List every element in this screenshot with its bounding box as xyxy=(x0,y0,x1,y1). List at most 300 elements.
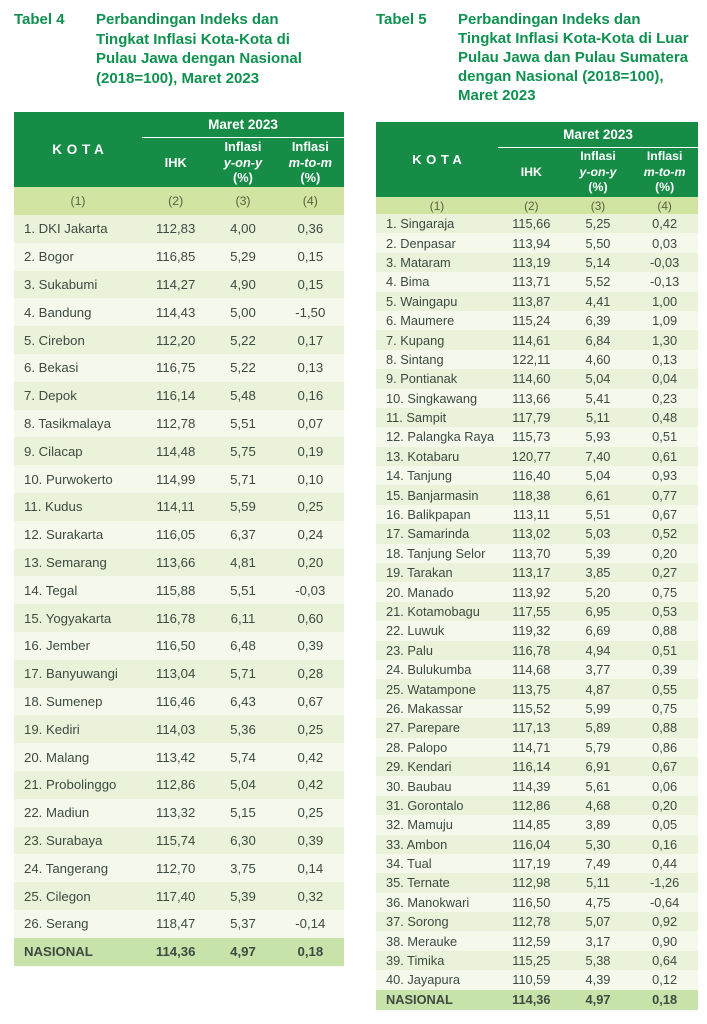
value-cell: 116,50 xyxy=(155,638,196,654)
city-cell: 3. Mataram xyxy=(386,254,451,270)
value-cell: 116,05 xyxy=(155,527,196,543)
value-cell: 6,11 xyxy=(230,610,256,626)
value-cell: 116,40 xyxy=(512,468,551,484)
table-row xyxy=(14,771,344,799)
city-cell: 28. Palopo xyxy=(386,739,448,755)
value-cell: 5,75 xyxy=(230,443,256,459)
value-cell: 0,51 xyxy=(652,642,678,658)
city-cell: 12. Palangka Raya xyxy=(386,429,495,445)
value-cell: 0,25 xyxy=(297,805,324,821)
table-row xyxy=(14,493,344,521)
value-cell: 113,66 xyxy=(155,554,196,570)
value-cell: 112,78 xyxy=(512,914,551,930)
col-number: (3) xyxy=(235,194,251,208)
city-cell: 23. Surabaya xyxy=(24,832,103,848)
yoy-label: y-on-y xyxy=(223,154,263,170)
value-cell: 7,40 xyxy=(585,448,611,464)
table-row xyxy=(14,827,344,855)
city-cell: 19. Kediri xyxy=(24,721,80,737)
value-cell: -0,13 xyxy=(650,274,680,290)
table-row xyxy=(14,688,344,716)
table-row xyxy=(14,660,344,688)
city-cell: 9. Cilacap xyxy=(24,443,83,459)
value-cell: 115,74 xyxy=(155,832,196,848)
value-cell: 5,04 xyxy=(585,371,611,387)
value-cell: 5,74 xyxy=(230,749,256,765)
value-cell: 5,93 xyxy=(585,429,611,445)
value-cell: 0,07 xyxy=(297,415,324,431)
value-cell: 112,20 xyxy=(155,332,196,348)
value-cell: 6,69 xyxy=(585,623,611,639)
value-cell: 0,18 xyxy=(297,944,324,960)
city-cell: 5. Waingapu xyxy=(386,293,458,309)
value-cell: 114,43 xyxy=(155,304,196,320)
value-cell: 7,49 xyxy=(585,856,611,872)
table-row xyxy=(376,350,698,369)
value-cell: 117,40 xyxy=(155,888,196,904)
tabel-4-header xyxy=(14,112,344,187)
value-cell: 1,00 xyxy=(652,293,678,309)
city-cell: 22. Madiun xyxy=(24,805,90,821)
value-cell: 5,51 xyxy=(230,415,256,431)
title-line: Perbandingan Indeks dan xyxy=(96,11,279,28)
tabel-5-tag: Tabel 5 xyxy=(376,11,427,28)
value-cell: 115,52 xyxy=(512,700,551,716)
value-cell: 113,94 xyxy=(512,235,551,251)
value-cell: 0,39 xyxy=(652,662,678,678)
value-cell: 3,77 xyxy=(585,662,611,678)
value-cell: 6,91 xyxy=(585,759,611,775)
value-cell: 5,41 xyxy=(585,390,611,406)
value-cell: 113,17 xyxy=(512,565,551,581)
mtm-label: m-to-m xyxy=(643,164,686,179)
value-cell: 5,04 xyxy=(585,468,611,484)
value-cell: 0,05 xyxy=(652,817,678,833)
table-row xyxy=(14,465,344,493)
value-cell: 5,03 xyxy=(585,526,611,542)
table-row xyxy=(376,602,698,621)
value-cell: -0,14 xyxy=(295,916,326,932)
col-number: (1) xyxy=(429,198,445,213)
tabel-5-header xyxy=(376,122,698,197)
value-cell: 112,86 xyxy=(155,777,196,793)
table-row xyxy=(376,951,698,970)
value-cell: 5,51 xyxy=(585,507,611,523)
city-cell: 12. Surakarta xyxy=(24,527,104,543)
table-row xyxy=(14,298,344,326)
value-cell: 0,93 xyxy=(652,468,678,484)
table-row xyxy=(376,466,698,485)
value-cell: 0,75 xyxy=(652,584,678,600)
city-cell: 35. Ternate xyxy=(386,875,450,891)
title-line: Pulau Jawa dengan Nasional xyxy=(96,50,302,67)
value-cell: 112,78 xyxy=(155,415,196,431)
value-cell: 114,11 xyxy=(156,499,195,515)
value-cell: 113,19 xyxy=(512,254,551,270)
table-row xyxy=(14,437,344,465)
city-cell: 10. Singkawang xyxy=(386,390,478,406)
table-row xyxy=(376,854,698,873)
value-cell: 0,20 xyxy=(297,554,324,570)
value-cell: 116,14 xyxy=(512,759,551,775)
table-row xyxy=(376,544,698,563)
city-cell: 26. Serang xyxy=(24,916,89,932)
value-cell: 0,86 xyxy=(652,739,678,755)
table-row xyxy=(376,524,698,543)
table-row xyxy=(376,757,698,776)
table-row xyxy=(376,272,698,291)
tabel-4-column-numbers xyxy=(14,187,344,215)
city-cell: 18. Tanjung Selor xyxy=(386,545,486,561)
col-number: (3) xyxy=(590,198,606,213)
inflasi-label: Inflasi xyxy=(291,138,329,154)
value-cell: 114,36 xyxy=(155,944,196,960)
city-cell: 34. Tual xyxy=(386,856,432,872)
city-cell: 16. Jember xyxy=(24,638,90,654)
value-cell: 0,67 xyxy=(652,507,678,523)
nasional-row xyxy=(14,938,344,966)
table-row xyxy=(14,576,344,604)
value-cell: 114,27 xyxy=(155,276,196,292)
value-cell: 112,70 xyxy=(155,860,196,876)
nasional-label: NASIONAL xyxy=(386,992,453,1008)
city-cell: 24. Tangerang xyxy=(24,860,109,876)
value-cell: 119,32 xyxy=(512,623,551,639)
title-line: Perbandingan Indeks dan xyxy=(458,11,641,28)
mtm-column-header xyxy=(277,138,344,187)
city-cell: 36. Manokwari xyxy=(386,894,470,910)
ihk-column-header xyxy=(142,138,209,187)
tabel-4-title xyxy=(96,10,344,88)
value-cell: 112,86 xyxy=(512,797,551,813)
city-cell: 22. Luwuk xyxy=(386,623,445,639)
city-cell: 19. Tarakan xyxy=(386,565,453,581)
value-cell: 0,75 xyxy=(652,700,678,716)
city-cell: 17. Banyuwangi xyxy=(24,666,118,682)
value-cell: 1,09 xyxy=(652,313,678,329)
city-cell: 2. Bogor xyxy=(24,249,74,265)
city-cell: 9. Pontianak xyxy=(386,371,458,387)
value-cell: 112,98 xyxy=(512,875,551,891)
value-cell: 6,48 xyxy=(230,638,256,654)
value-cell: 115,66 xyxy=(512,216,551,232)
table-row xyxy=(376,641,698,660)
value-cell: 5,71 xyxy=(230,666,256,682)
city-cell: 37. Sorong xyxy=(386,914,449,930)
title-line: Pulau Jawa dan Pulau Sumatera xyxy=(458,49,689,66)
period-label: Maret 2023 xyxy=(208,117,278,132)
city-cell: 20. Malang xyxy=(24,749,90,765)
value-cell: 5,14 xyxy=(585,254,611,270)
value-cell: 0,61 xyxy=(652,448,678,464)
city-cell: 4. Bandung xyxy=(24,304,92,320)
city-cell: 31. Gorontalo xyxy=(386,797,464,813)
table-row xyxy=(376,621,698,640)
nasional-label: NASIONAL xyxy=(24,944,93,960)
city-cell: 8. Sintang xyxy=(386,351,444,367)
value-cell: 5,15 xyxy=(230,805,256,821)
city-cell: 21. Kotamobagu xyxy=(386,604,480,619)
value-cell: 116,46 xyxy=(155,693,196,709)
value-cell: 0,16 xyxy=(652,836,678,852)
city-cell: 17. Samarinda xyxy=(386,526,470,542)
tabel-4-section xyxy=(14,10,344,1010)
value-cell: 4,75 xyxy=(585,894,611,910)
city-cell: 1. Singaraja xyxy=(386,216,455,232)
value-cell: 113,04 xyxy=(155,666,196,682)
city-cell: 14. Tanjung xyxy=(386,468,452,484)
value-cell: 5,11 xyxy=(586,875,610,891)
tabel-4-table xyxy=(14,112,344,966)
city-cell: 25. Watampone xyxy=(386,681,476,697)
table-row xyxy=(14,743,344,771)
value-cell: 114,71 xyxy=(512,739,551,755)
value-cell: 122,11 xyxy=(512,351,551,367)
value-cell: 3,85 xyxy=(585,565,611,581)
city-cell: 38. Merauke xyxy=(386,933,458,949)
table-row xyxy=(376,505,698,524)
city-cell: 15. Banjarmasin xyxy=(386,487,479,503)
period-header-group xyxy=(498,122,698,197)
value-cell: 5,20 xyxy=(585,584,611,600)
table-row xyxy=(14,354,344,382)
table-row xyxy=(376,253,698,272)
percent-label: (%) xyxy=(233,170,253,186)
value-cell: 0,36 xyxy=(297,221,324,237)
city-cell: 7. Depok xyxy=(24,388,77,404)
value-column-headers xyxy=(498,148,698,197)
period-label: Maret 2023 xyxy=(563,127,633,142)
city-cell: 14. Tegal xyxy=(24,582,78,598)
value-cell: 115,25 xyxy=(512,953,551,969)
table-row xyxy=(376,835,698,854)
value-cell: 6,61 xyxy=(585,487,611,503)
value-cell: 114,99 xyxy=(155,471,196,487)
value-cell: 5,48 xyxy=(230,388,256,404)
value-cell: 4,97 xyxy=(585,992,611,1008)
table-row xyxy=(376,233,698,252)
ihk-column-header xyxy=(498,148,565,197)
value-cell: 0,51 xyxy=(652,429,678,445)
city-cell: 21. Probolinggo xyxy=(24,777,117,793)
table-row xyxy=(376,447,698,466)
value-cell: 0,88 xyxy=(652,623,678,639)
inflasi-label: Inflasi xyxy=(646,149,683,164)
value-cell: 0,16 xyxy=(297,388,324,404)
value-cell: 117,55 xyxy=(512,604,551,619)
table-row xyxy=(376,776,698,795)
value-cell: 112,83 xyxy=(155,221,196,237)
value-cell: 116,85 xyxy=(155,249,196,265)
city-cell: 39. Timika xyxy=(386,953,445,969)
value-cell: 5,38 xyxy=(585,953,611,969)
table-row xyxy=(376,718,698,737)
tabel-4-titlebar xyxy=(14,10,344,88)
tabel-5-title xyxy=(458,10,698,105)
value-cell: 5,99 xyxy=(585,700,611,716)
table-row xyxy=(376,330,698,349)
table-row xyxy=(14,632,344,660)
table-row xyxy=(376,873,698,892)
table-row xyxy=(14,521,344,549)
value-cell: 4,94 xyxy=(585,642,611,658)
value-cell: 0,64 xyxy=(652,953,678,969)
table-row xyxy=(376,369,698,388)
table-row xyxy=(376,582,698,601)
value-cell: 0,12 xyxy=(652,972,678,988)
city-cell: 13. Semarang xyxy=(24,554,107,570)
value-cell: 114,36 xyxy=(512,992,551,1008)
value-cell: 4,90 xyxy=(230,276,256,292)
table-row xyxy=(14,410,344,438)
table-row xyxy=(376,970,698,989)
title-line: Tingkat Inflasi Kota-Kota di xyxy=(96,30,290,48)
table-row xyxy=(376,408,698,427)
value-cell: 110,59 xyxy=(512,972,551,988)
value-cell: 118,47 xyxy=(155,916,196,932)
col-number: (4) xyxy=(657,198,672,213)
table-row xyxy=(14,854,344,882)
ihk-label: IHK xyxy=(164,154,187,170)
col-number: (1) xyxy=(70,194,86,208)
value-cell: 5,39 xyxy=(230,888,256,904)
city-cell: 8. Tasikmalaya xyxy=(24,415,111,431)
title-line: (2018=100), Maret 2023 xyxy=(96,69,260,87)
table-row xyxy=(376,815,698,834)
value-cell: 117,79 xyxy=(512,410,551,426)
city-cell: 2. Denpasar xyxy=(386,235,456,251)
col-number: (2) xyxy=(524,198,539,213)
table-row xyxy=(14,799,344,827)
table-row xyxy=(376,311,698,330)
value-cell: 4,97 xyxy=(230,944,256,960)
city-cell: 6. Bekasi xyxy=(24,360,79,376)
value-cell: 0,32 xyxy=(297,888,324,904)
percent-label: (%) xyxy=(588,180,608,195)
table-row xyxy=(376,796,698,815)
value-cell: 0,18 xyxy=(652,992,678,1008)
value-cell: 5,51 xyxy=(230,582,256,598)
value-cell: 5,89 xyxy=(585,720,611,736)
value-cell: 0,27 xyxy=(652,565,678,581)
percent-label: (%) xyxy=(300,170,321,186)
value-cell: 0,04 xyxy=(652,371,678,387)
city-cell: 29. Kendari xyxy=(386,759,452,775)
value-cell: 0,15 xyxy=(297,249,324,265)
city-cell: 13. Kotabaru xyxy=(386,448,460,464)
value-cell: 112,59 xyxy=(512,933,551,949)
value-cell: 0,67 xyxy=(652,759,678,775)
city-cell: 6. Maumere xyxy=(386,313,455,329)
table-row xyxy=(14,271,344,299)
value-cell: 0,42 xyxy=(652,216,678,232)
value-cell: 5,59 xyxy=(230,499,256,515)
value-cell: 0,17 xyxy=(297,332,324,348)
yoy-label: y-on-y xyxy=(579,164,617,179)
value-cell: 114,39 xyxy=(512,778,551,794)
table-row xyxy=(376,679,698,698)
table-row xyxy=(376,292,698,311)
value-cell: 115,73 xyxy=(512,429,551,445)
table-row xyxy=(14,243,344,271)
city-cell: 20. Manado xyxy=(386,584,454,600)
value-cell: 6,37 xyxy=(230,527,256,543)
city-cell: 1. DKI Jakarta xyxy=(24,221,108,237)
ihk-label: IHK xyxy=(520,164,542,179)
value-cell: 117,19 xyxy=(512,856,551,872)
value-cell: 0,06 xyxy=(652,778,678,794)
city-cell: 26. Makassar xyxy=(386,700,463,716)
tabel-4-tag: Tabel 4 xyxy=(14,11,65,28)
value-cell: 1,30 xyxy=(652,332,678,348)
value-cell: 118,38 xyxy=(512,487,551,503)
table-row xyxy=(376,660,698,679)
value-cell: 0,42 xyxy=(297,777,324,793)
value-cell: 0,52 xyxy=(652,526,678,542)
value-cell: 5,37 xyxy=(230,916,256,932)
value-cell: 5,22 xyxy=(230,332,256,348)
table-row xyxy=(14,715,344,743)
value-cell: 4,60 xyxy=(585,351,611,367)
value-cell: 4,39 xyxy=(585,972,611,988)
value-cell: 0,24 xyxy=(297,527,324,543)
value-cell: 114,61 xyxy=(512,332,551,348)
value-cell: 116,50 xyxy=(512,894,551,910)
table-row xyxy=(376,699,698,718)
value-cell: 0,20 xyxy=(652,797,678,813)
value-cell: 115,88 xyxy=(155,582,196,598)
value-cell: 6,43 xyxy=(230,693,256,709)
value-cell: 0,53 xyxy=(652,604,678,619)
city-cell: 25. Cilegon xyxy=(24,888,91,904)
value-cell: 0,19 xyxy=(297,443,324,459)
value-cell: 0,42 xyxy=(297,749,324,765)
city-cell: 15. Yogyakarta xyxy=(24,610,112,626)
table-row xyxy=(14,549,344,577)
value-cell: 4,87 xyxy=(585,681,611,697)
value-cell: 116,14 xyxy=(155,388,196,404)
table-row xyxy=(376,563,698,582)
value-cell: -0,03 xyxy=(295,582,326,598)
value-cell: 5,00 xyxy=(230,304,256,320)
title-line: Maret 2023 xyxy=(458,87,536,104)
city-cell: 4. Bima xyxy=(386,274,430,290)
table-row xyxy=(14,882,344,910)
table-row xyxy=(14,215,344,243)
value-cell: 113,32 xyxy=(155,805,196,821)
value-cell: 114,03 xyxy=(155,721,196,737)
value-cell: 116,78 xyxy=(512,642,551,658)
mtm-label: m-to-m xyxy=(288,154,332,170)
value-cell: 0,15 xyxy=(297,276,324,292)
value-cell: 0,77 xyxy=(652,487,678,503)
value-cell: 6,30 xyxy=(230,832,256,848)
mtm-column-header xyxy=(631,148,698,197)
value-cell: 0,20 xyxy=(652,545,678,561)
value-cell: -0,64 xyxy=(650,894,680,910)
value-cell: 113,70 xyxy=(512,545,551,561)
kota-column-header: KOTA xyxy=(412,152,467,167)
value-cell: 5,30 xyxy=(585,836,611,852)
city-cell: 16. Balikpapan xyxy=(386,507,471,523)
value-cell: 6,84 xyxy=(585,332,611,348)
table-body xyxy=(376,214,698,990)
yoy-column-header xyxy=(209,138,276,187)
title-line: Tingkat Inflasi Kota-Kota di Luar xyxy=(458,30,689,47)
value-cell: 3,17 xyxy=(585,933,611,949)
value-cell: 113,92 xyxy=(512,584,551,600)
value-cell: 0,39 xyxy=(297,832,324,848)
